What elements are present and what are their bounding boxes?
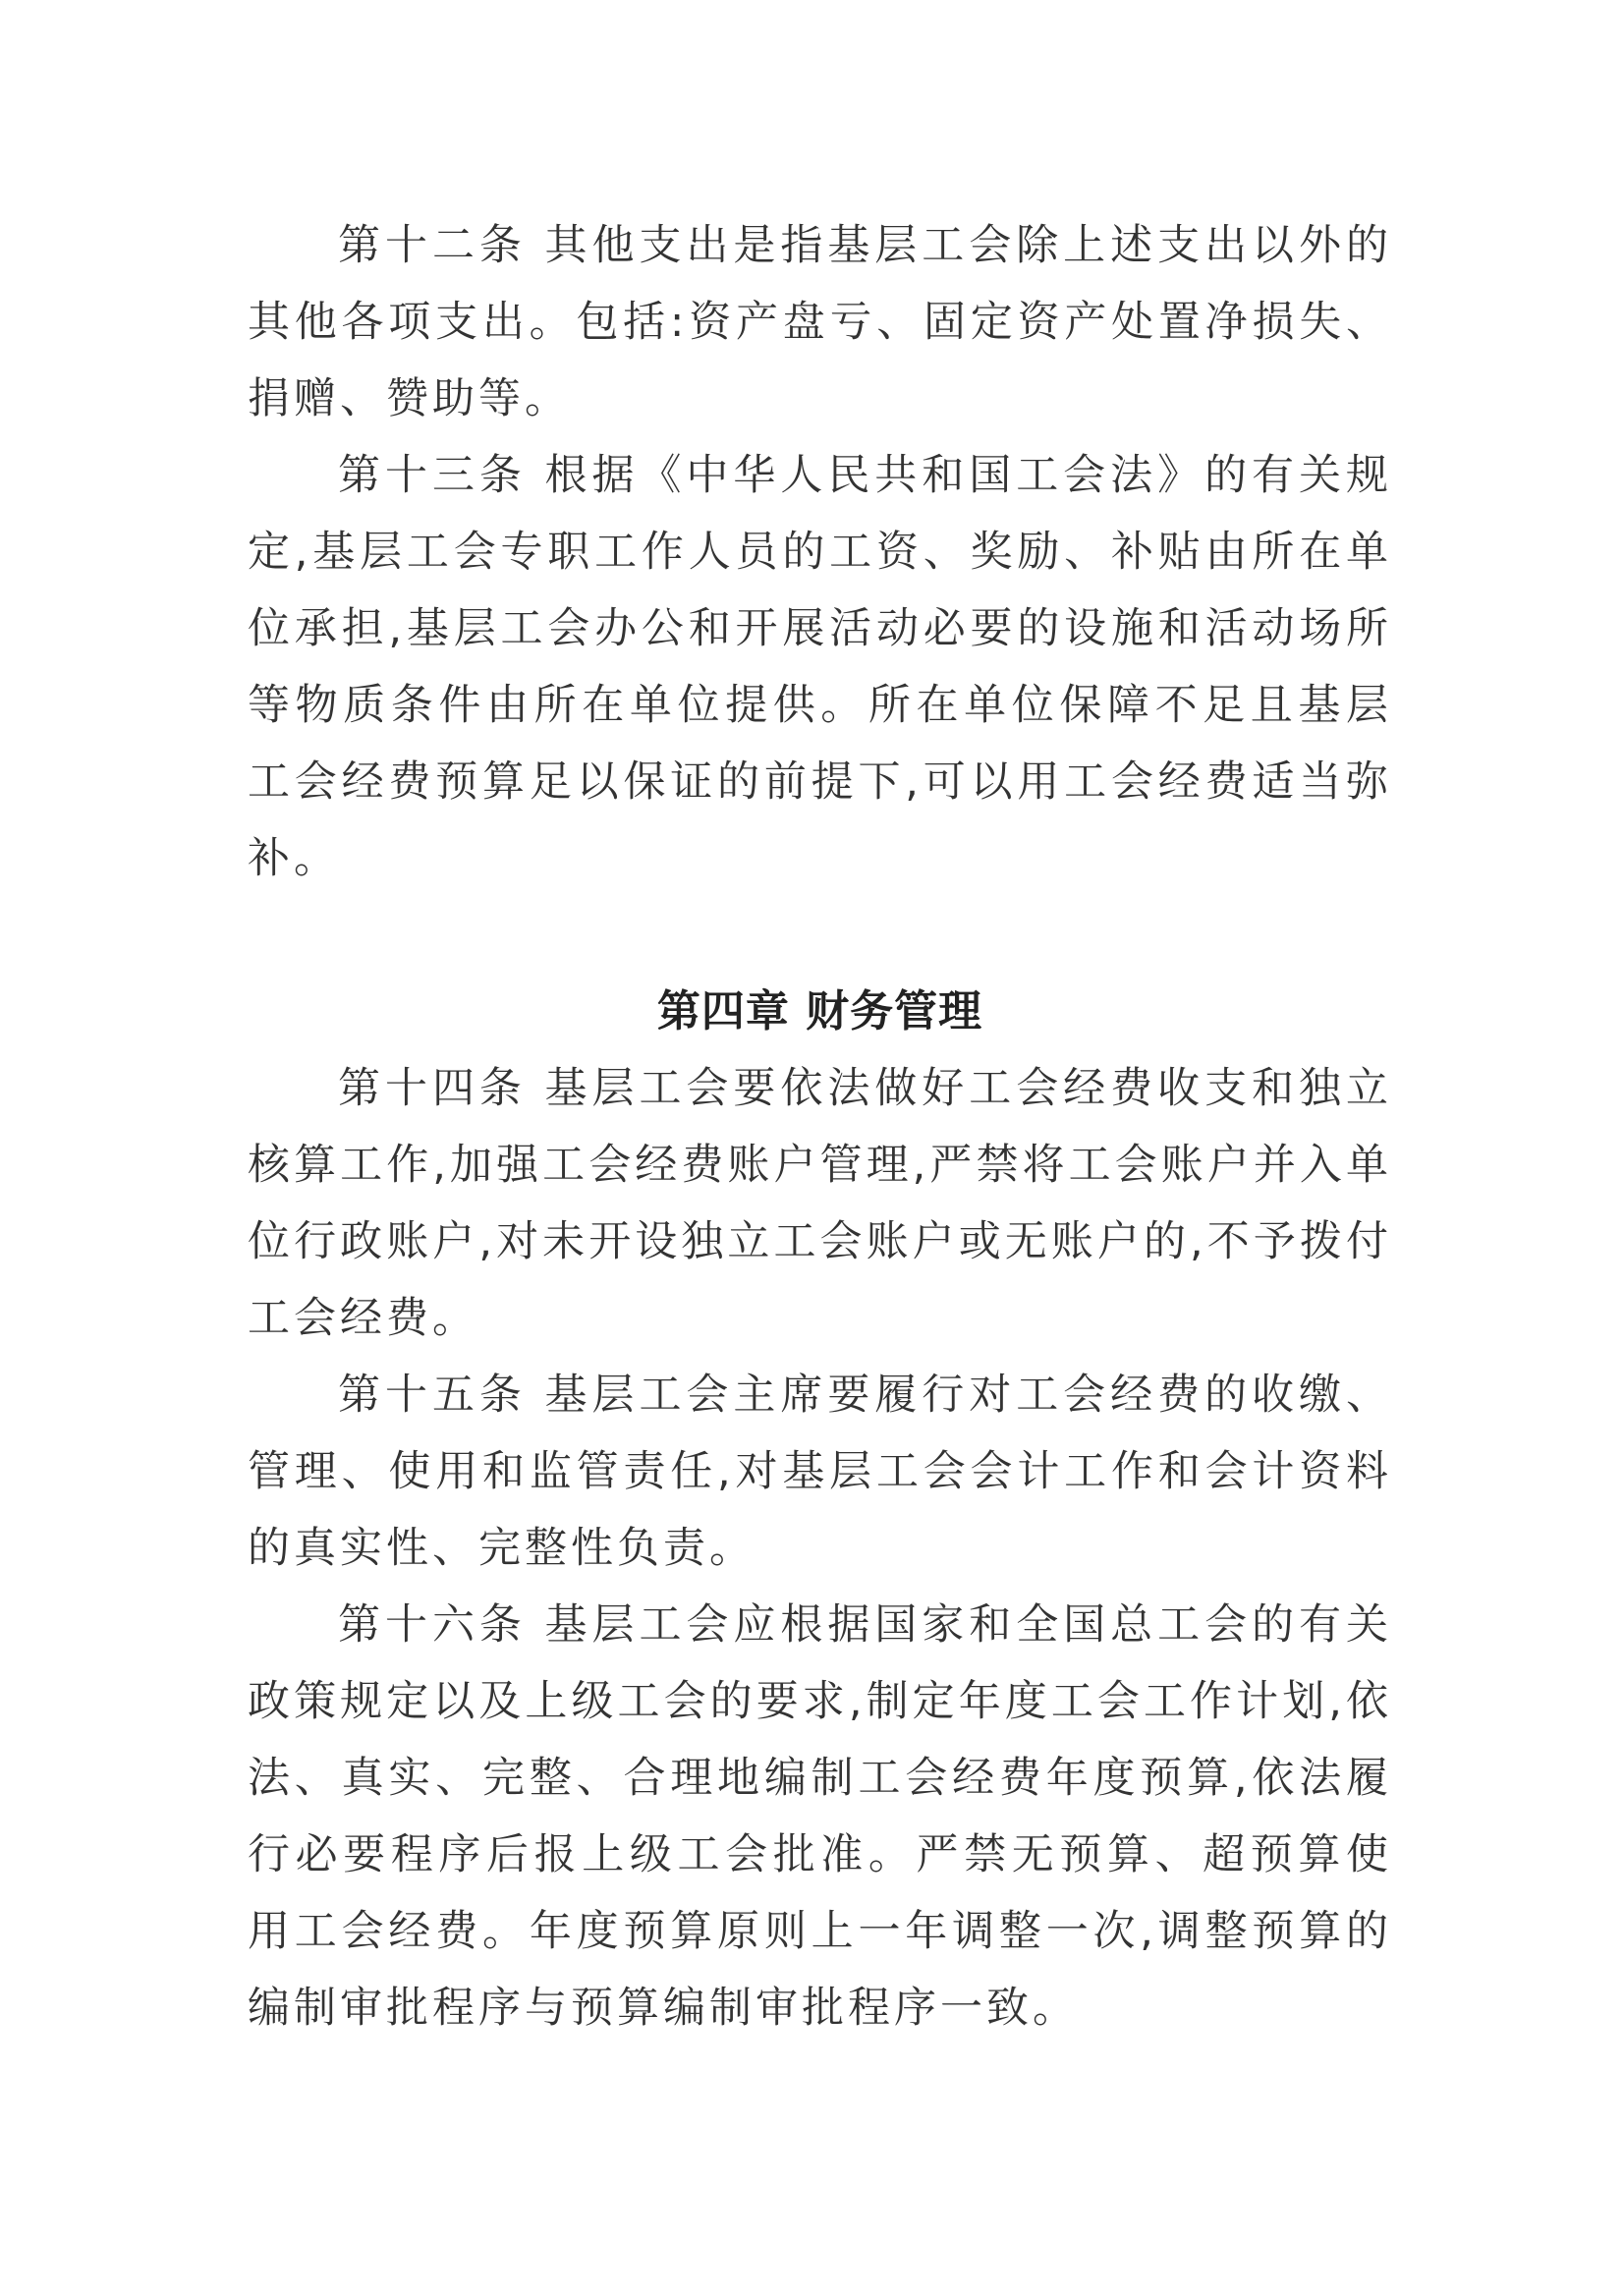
chapter-title: 第四章 财务管理 bbox=[656, 986, 983, 1036]
section-spacer bbox=[248, 897, 1392, 974]
document-body bbox=[248, 207, 1392, 2046]
article-12: 第十二条 其他支出是指基层工会除上述支出以外的其他各项支出。包括:资产盘亏、固定资产处置净损失、捐赠、赞助等。 bbox=[248, 221, 1392, 423]
article-15: 第十五条 基层工会主席要履行对工会经费的收缴、管理、使用和监管责任,对基层工会会计工作和会计资料的真实性、完整性负责。 bbox=[248, 1371, 1392, 1573]
article-14: 第十四条 基层工会要依法做好工会经费收支和独立核算工作,加强工会经费账户管理,严禁将工会账户并入单位行政账户,对未开设独立工会账户或无账户的,不予拨付工会经费。 bbox=[248, 1064, 1392, 1343]
article-13: 第十三条 根据《中华人民共和国工会法》的有关规定,基层工会专职工作人员的工资、奖励、补贴由所在单位承担,基层工会办公和开展活动必要的设施和活动场所等物质条件由所在单位提供。所在单位保障不足且基层工会经费预算足以保证的前提下,可以用工会经费适当弥补。 bbox=[248, 451, 1392, 883]
article-16: 第十六条 基层工会应根据国家和全国总工会的有关政策规定以及上级工会的要求,制定年度工会工作计划,依法、真实、完整、合理地编制工会经费年度预算,依法履行必要程序后报上级工会批准。严禁无预算、超预算使用工会经费。年度预算原则上一年调整一次,调整预算的编制审批程序与预算编制审批程序一致。 bbox=[248, 1600, 1392, 2033]
